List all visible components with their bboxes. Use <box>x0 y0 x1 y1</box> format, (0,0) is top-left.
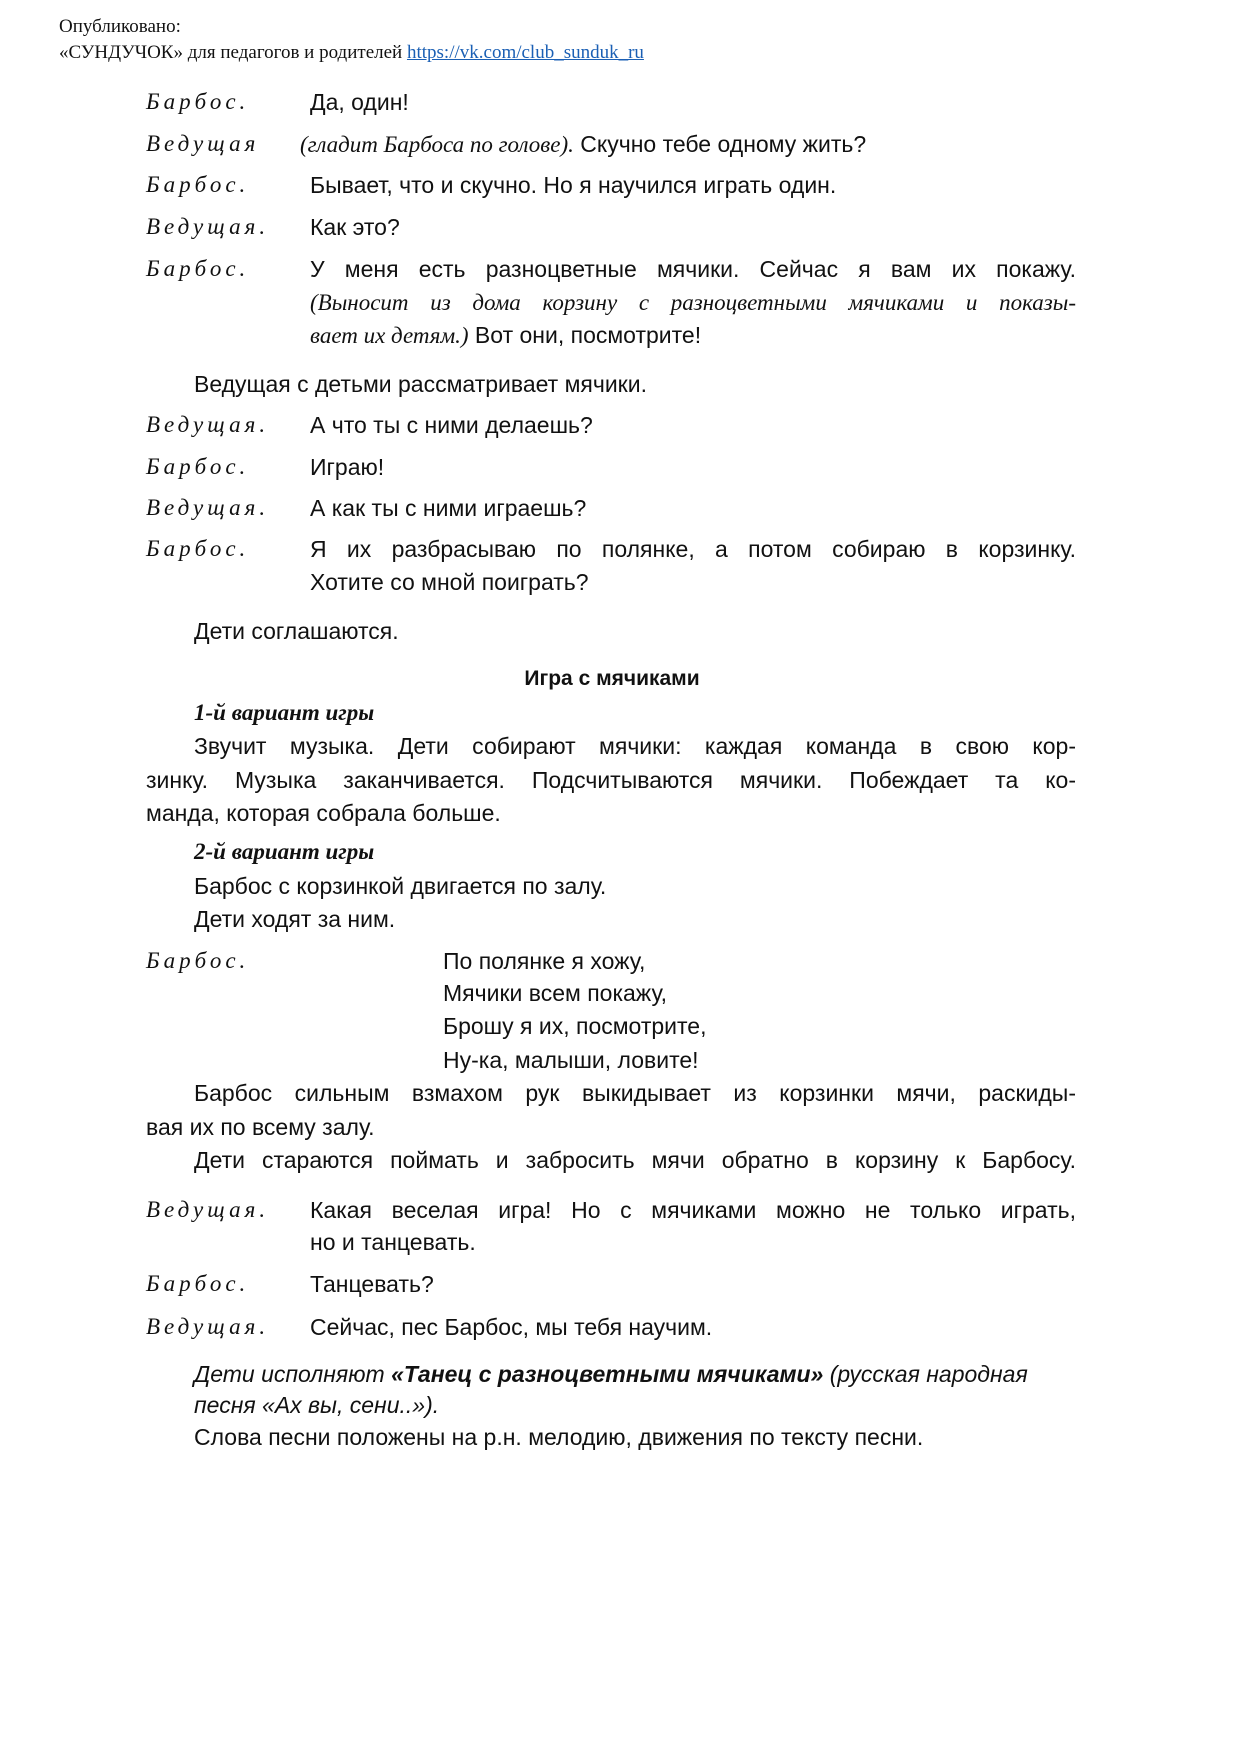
paragraph-line: Дети ходят за ним. <box>194 906 396 932</box>
paragraph-line: зинку. Музыка заканчивается. Подсчитываются мячики. Побеждает та ко- <box>146 767 1076 793</box>
performance-note <box>194 1360 1028 1388</box>
performance-note: песня «Ах вы, сени..»). <box>194 1392 440 1418</box>
speaker: Барбос. <box>146 454 250 479</box>
verse-line: Мячики всем покажу, <box>443 980 668 1006</box>
paragraph-line: манда, которая собрала больше. <box>146 800 501 826</box>
speaker: Барбос. <box>146 256 250 281</box>
speaker: Ведущая. <box>146 1314 270 1339</box>
speaker: Барбос. <box>146 948 250 973</box>
dialogue-line: А как ты с ними играешь? <box>310 495 587 521</box>
speaker: Барбос. <box>146 1271 250 1296</box>
paragraph-line: Дети стараются поймать и забросить мячи обратно в корзину к Барбосу. <box>194 1147 1076 1173</box>
dialogue-line: Бывает, что и скучно. Но я научился играть один. <box>310 172 837 198</box>
paragraph-line: Барбос с корзинкой двигается по залу. <box>194 873 607 899</box>
paragraph-line: Барбос сильным взмахом рук выкидывает из корзинки мячи, раскиды- <box>194 1080 1076 1106</box>
paragraph-line: вая их по всему залу. <box>146 1114 375 1140</box>
dialogue-line: Хотите со мной поиграть? <box>310 569 589 595</box>
stage-note: Ведущая с детьми рассматривает мячики. <box>194 371 647 397</box>
dialogue-line: Играю! <box>310 454 385 480</box>
dialogue-text: Вот они, посмотрите! <box>468 322 702 348</box>
dialogue-text: Скучно тебе одному жить? <box>573 131 867 157</box>
vk-link[interactable]: https://vk.com/club_sunduk_ru <box>406 42 644 63</box>
dialogue-line: Какая веселая игра! Но с мячиками можно не только играть, <box>310 1197 1076 1223</box>
paragraph-line: Звучит музыка. Дети собирают мячики: каждая команда в свою кор- <box>194 733 1076 759</box>
performance-note: Слова песни положены на р.н. мелодию, движения по тексту песни. <box>194 1424 924 1450</box>
speaker: Барбос. <box>146 89 250 114</box>
speaker: Барбос. <box>146 536 250 561</box>
speaker: Ведущая <box>146 131 260 156</box>
stage-direction: (гладит Барбоса по голове). <box>300 132 574 157</box>
dialogue-line <box>300 130 866 159</box>
subheading: 1-й вариант игры <box>194 700 375 725</box>
verse-line: Брошу я их, посмотрите, <box>443 1013 707 1039</box>
stage-direction: вает их детям.) <box>310 323 469 348</box>
speaker: Ведущая. <box>146 214 270 239</box>
published-label: Опубликовано: <box>59 16 181 37</box>
dialogue-line: Как это? <box>310 214 400 240</box>
speaker: Барбос. <box>146 172 250 197</box>
dialogue-line: но и танцевать. <box>310 1229 476 1255</box>
dialogue-line: А что ты с ними делаешь? <box>310 412 593 438</box>
dialogue-line: Сейчас, пес Барбос, мы тебя научим. <box>310 1314 713 1340</box>
dialogue-line: Танцевать? <box>310 1271 434 1297</box>
subheading: 2-й вариант игры <box>194 839 375 864</box>
note-text: (русская народная <box>823 1361 1028 1387</box>
publisher-name: «СУНДУЧОК» для педагогов и родителей <box>59 42 403 63</box>
dialogue-line: Я их разбрасываю по полянке, а потом собираю в корзинку. <box>310 536 1076 562</box>
speaker: Ведущая. <box>146 412 270 437</box>
stage-note: Дети соглашаются. <box>194 618 399 644</box>
publisher-line <box>59 42 644 64</box>
dialogue-line: Да, один! <box>310 89 409 115</box>
note-text: Дети исполняют <box>194 1361 392 1387</box>
speaker: Ведущая. <box>146 495 270 520</box>
verse-line: По полянке я хожу, <box>443 948 646 974</box>
dialogue-line: У меня есть разноцветные мячики. Сейчас я вам их покажу. <box>310 256 1076 282</box>
stage-direction: (Выносит из дома корзину с разноцветными мячиками и показы- <box>310 290 1076 315</box>
dance-title: «Танец с разноцветными мячиками» <box>391 1361 824 1387</box>
section-title: Игра с мячиками <box>524 667 700 690</box>
speaker: Ведущая. <box>146 1197 270 1222</box>
verse-line: Ну-ка, малыши, ловите! <box>443 1047 699 1073</box>
dialogue-line <box>310 321 701 350</box>
